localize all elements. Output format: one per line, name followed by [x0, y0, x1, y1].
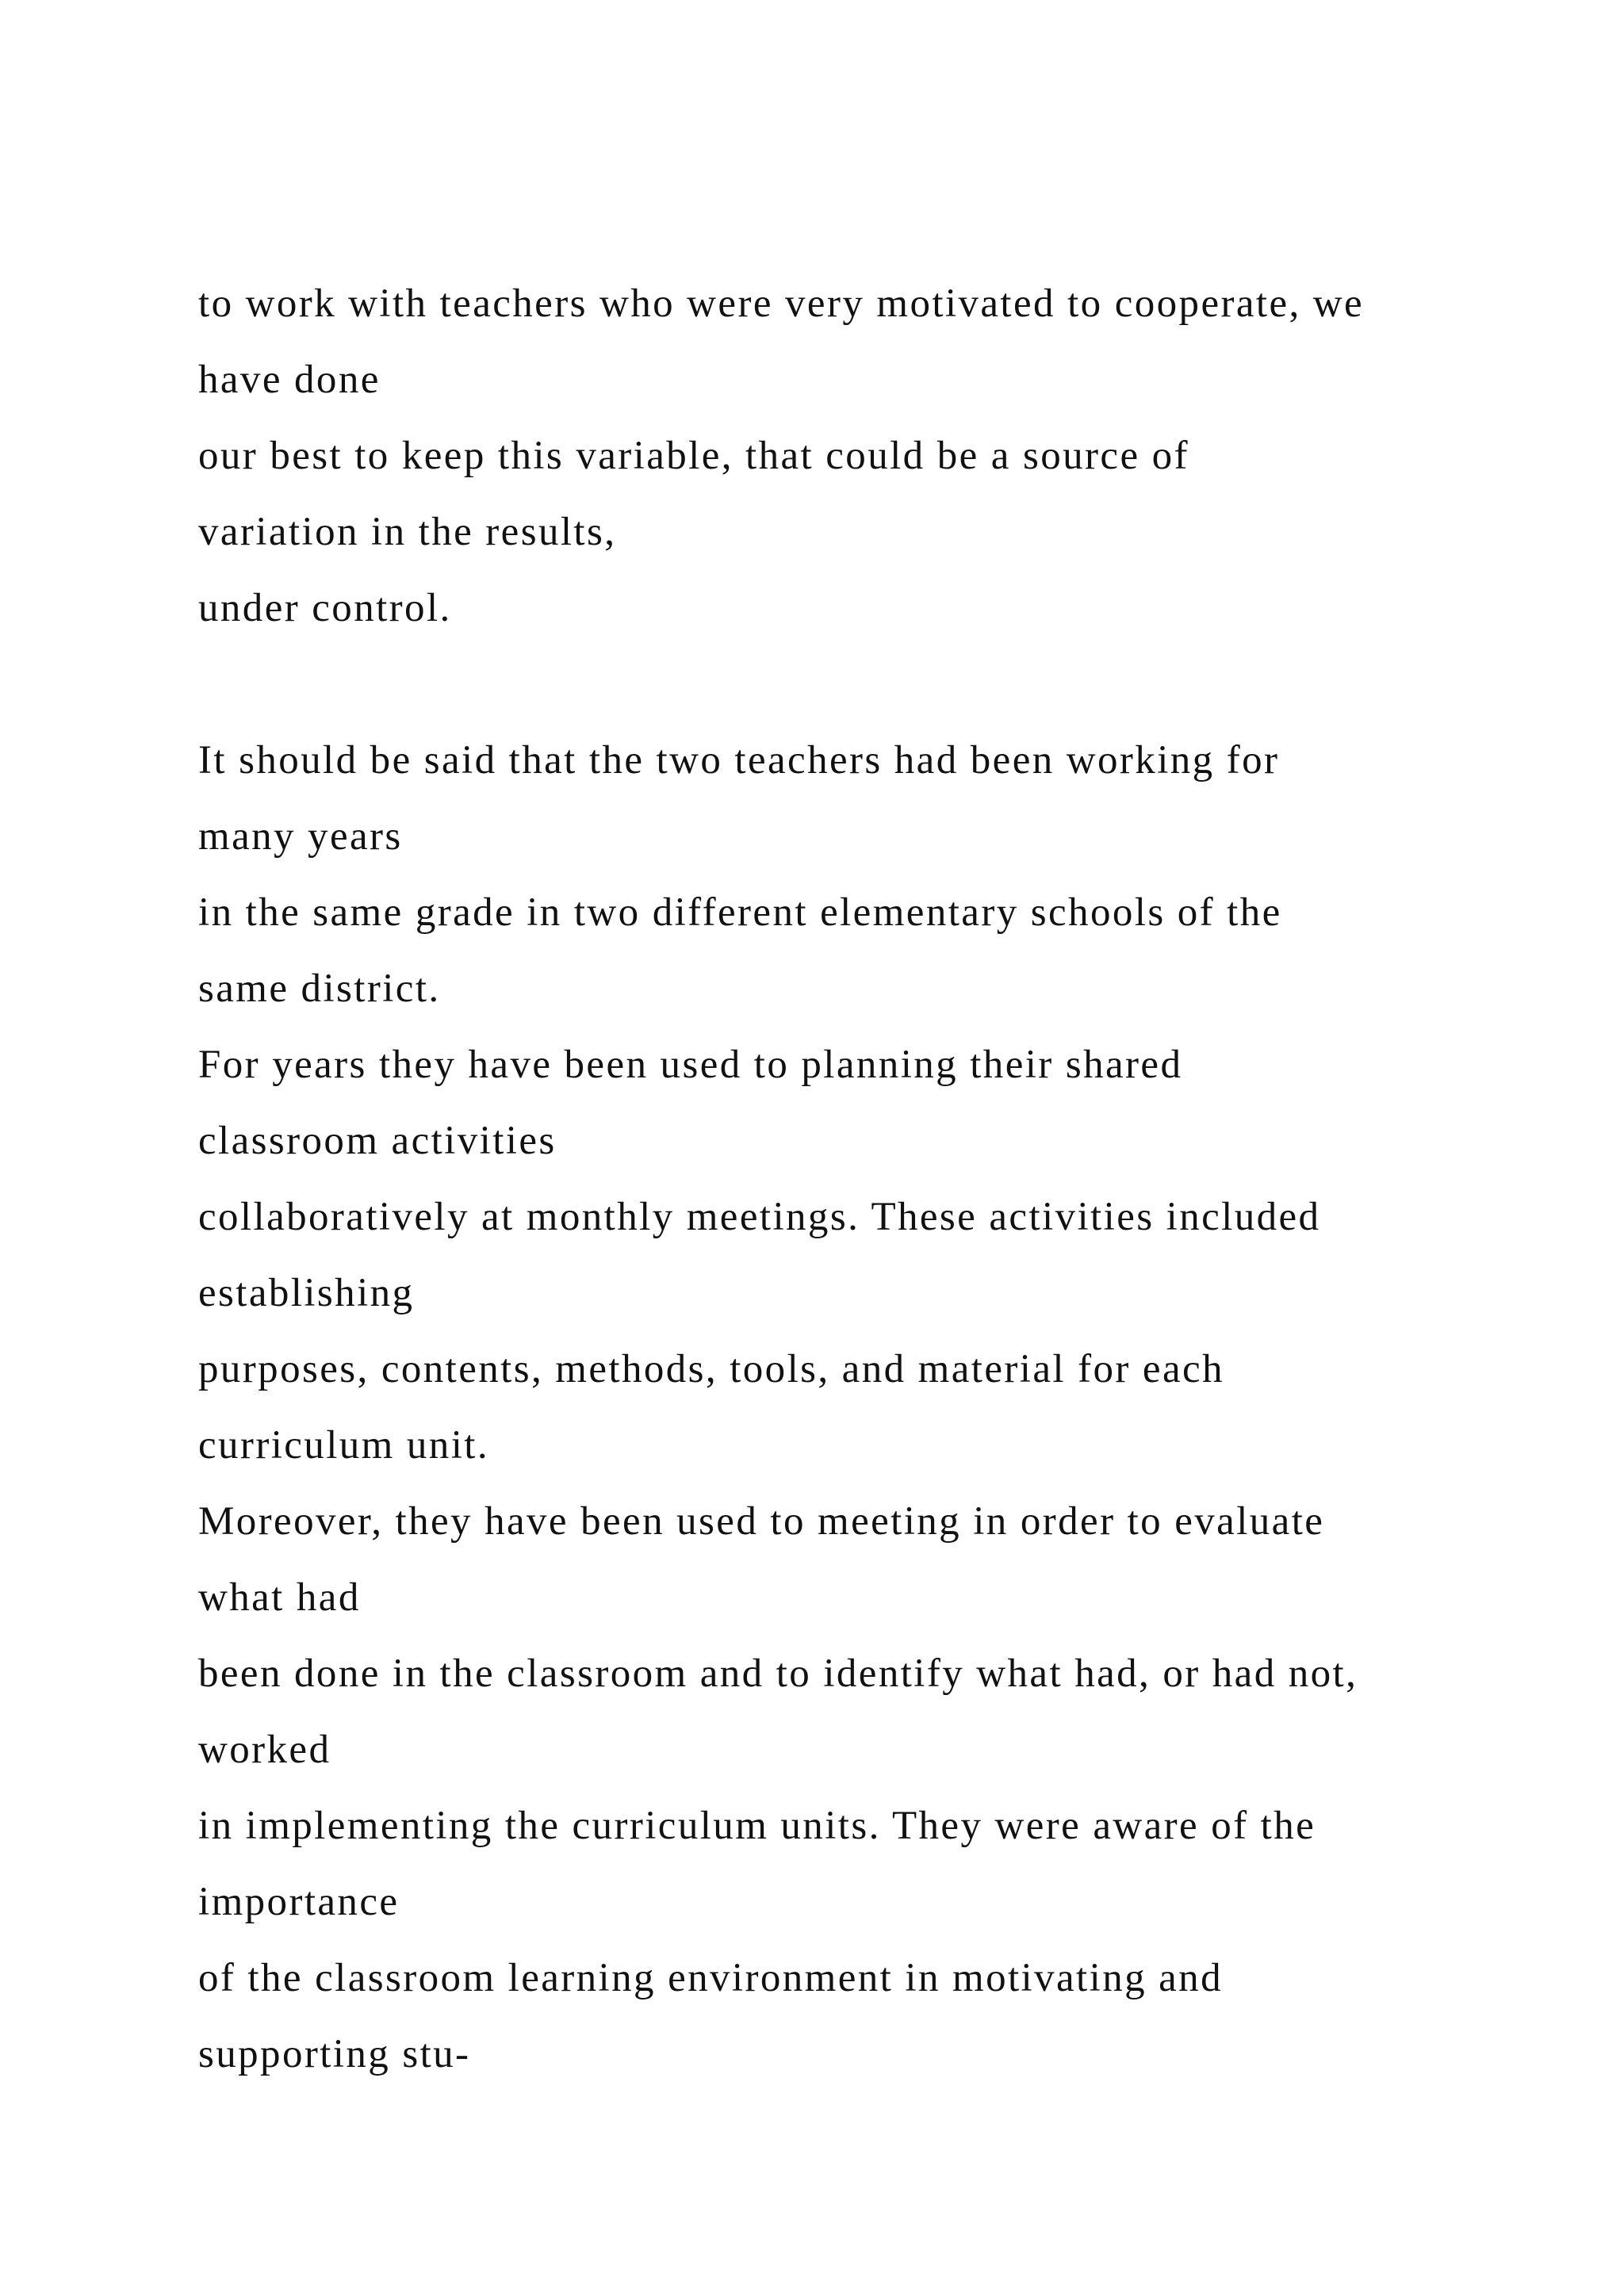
text-line: in the same grade in two different elementary schools of the [198, 890, 1282, 935]
text-line: under control. [198, 586, 452, 630]
text-line: what had [198, 1575, 361, 1620]
text-line: been done in the classroom and to identify what had, or had not, [198, 1651, 1358, 1696]
blank-line [198, 646, 1562, 722]
text-line: importance [198, 1880, 400, 1924]
text-line: have done [198, 358, 381, 402]
text-line: variation in the results, [198, 510, 617, 554]
text-line: to work with teachers who were very motivated to cooperate, we [198, 281, 1365, 326]
text-line: in implementing the curriculum units. They were aware of the [198, 1804, 1316, 1848]
text-line: For years they have been used to planning their shared [198, 1043, 1183, 1087]
text-line: supporting stu- [198, 2032, 471, 2076]
text-line: Moreover, they have been used to meeting in order to evaluate [198, 1499, 1325, 1544]
text-line: It should be said that the two teachers had been working for [198, 738, 1280, 783]
body-text [198, 266, 1562, 2092]
text-line: classroom activities [198, 1119, 557, 1163]
text-line: many years [198, 814, 403, 859]
text-line: purposes, contents, methods, tools, and material for each [198, 1347, 1224, 1391]
text-line: same district. [198, 966, 441, 1011]
text-line: our best to keep this variable, that could be a source of [198, 434, 1189, 478]
text-line: collaboratively at monthly meetings. These activities included [198, 1195, 1321, 1239]
text-line: worked [198, 1728, 331, 1772]
text-line: curriculum unit. [198, 1423, 489, 1468]
text-line: of the classroom learning environment in motivating and [198, 1956, 1223, 2000]
text-line: establishing [198, 1271, 415, 1315]
